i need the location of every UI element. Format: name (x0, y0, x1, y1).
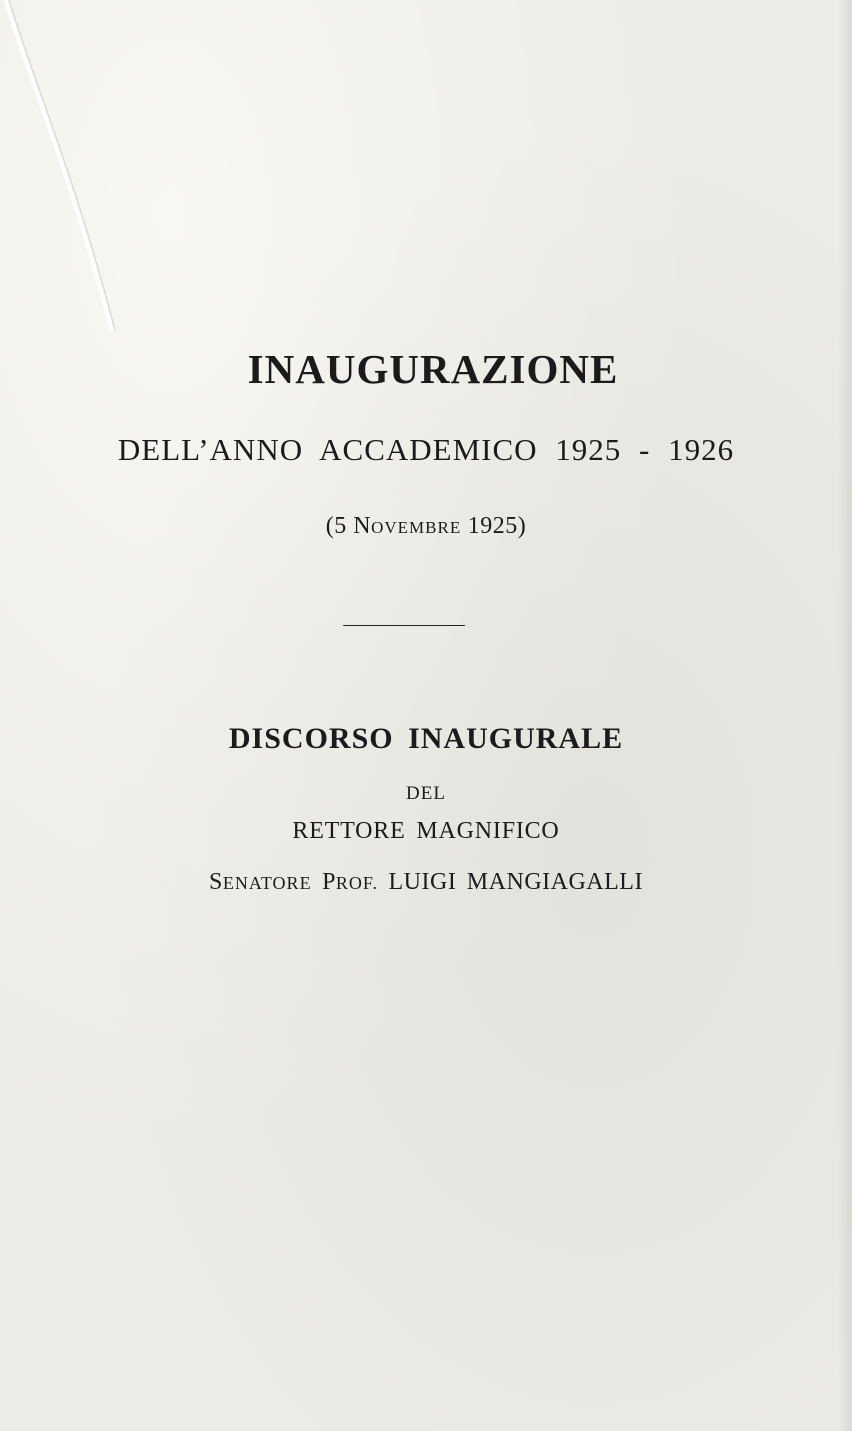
document-title: INAUGURAZIONE (247, 346, 619, 392)
academic-year-subtitle: DELL’ANNO ACCADEMICO 1925 - 1926 (117, 432, 735, 467)
senatore-initial: S (209, 869, 223, 895)
paper-crease (0, 0, 140, 360)
speech-del: DEL (406, 783, 446, 804)
author-line (0, 869, 852, 896)
speech-title: DISCORSO INAUGURALE (228, 722, 624, 755)
date-month-rest: OVEMBRE (371, 518, 462, 537)
page-edge-shadow (838, 0, 852, 1431)
author-name: LUIGI MANGIAGALLI (388, 869, 643, 895)
date-close: 1925) (461, 513, 527, 539)
prof-rest: ROF. (335, 873, 378, 893)
prof-initial: P (322, 869, 336, 895)
date-open: (5 (325, 513, 354, 539)
senatore-rest: ENATORE (222, 873, 312, 893)
section-divider (343, 625, 465, 626)
inauguration-date (0, 513, 852, 540)
rector-title: RETTORE MAGNIFICO (292, 818, 560, 844)
date-month-initial: N (353, 513, 372, 539)
